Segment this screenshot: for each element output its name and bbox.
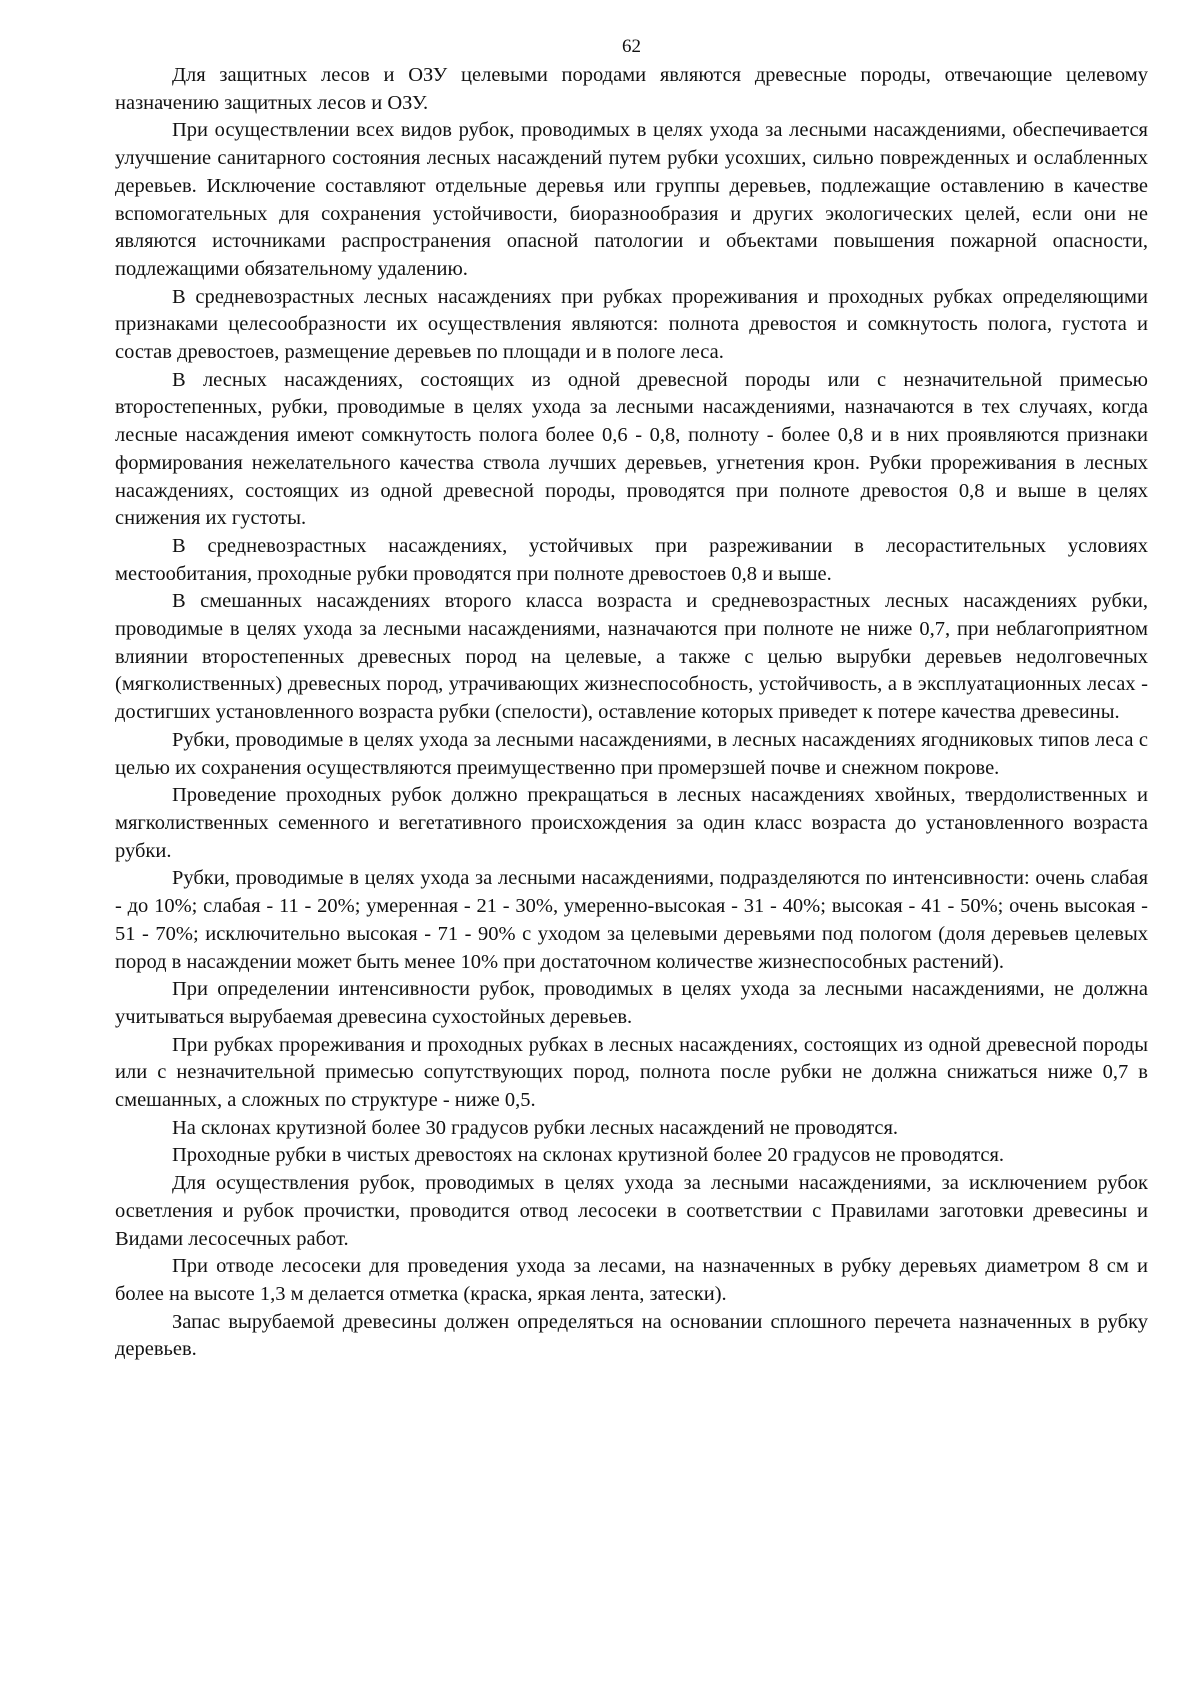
paragraph: В средневозрастных насаждениях, устойчивых при разреживании в лесорастительных условиях местообитания, проходные рубки проводятся при полноте древостоев 0,8 и выше. (115, 534, 1148, 585)
paragraph: Рубки, проводимые в целях ухода за лесными насаждениями, в лесных насаждениях ягодниковых типов леса с целью их сохранения осуществляются преимущественно при промерзшей почве и снежном покрове. (115, 728, 1148, 779)
page-number: 62 (622, 36, 641, 57)
document-page (115, 36, 1148, 1364)
paragraph: В средневозрастных лесных насаждениях при рубках прореживания и проходных рубках определяющими признаками целесообразности их осуществления являются: полнота древостоя и сомкнутость полога, густота и состав древостоев, размещение деревьев по площади и в пологе леса. (115, 285, 1148, 364)
paragraph: При отводе лесосеки для проведения ухода за лесами, на назначенных в рубку деревьях диаметром 8 см и более на высоте 1,3 м делается отметка (краска, яркая лента, затески). (115, 1255, 1148, 1305)
paragraph: Проведение проходных рубок должно прекращаться в лесных насаждениях хвойных, твердолиственных и мягколиственных семенного и вегетативного происхождения за один класс возраста до установленного возраста рубки. (115, 784, 1148, 862)
paragraph: Для защитных лесов и ОЗУ целевыми породами являются древесные породы, отвечающие целевому назначению защитных лесов и ОЗУ. (115, 64, 1148, 114)
paragraph: При рубках прореживания и проходных рубках в лесных насаждениях, состоящих из одной древесной породы или с незначительной примесью сопутствующих пород, полнота после рубки не должна снижаться ниже 0,7 в смешанных, а сложных по структуре - ниже 0,5. (115, 1033, 1148, 1112)
paragraph: При определении интенсивности рубок, проводимых в целях ухода за лесными насаждениями, не должна учитываться вырубаемая древесина сухостойных деревьев. (115, 978, 1148, 1028)
paragraph: Рубки, проводимые в целях ухода за лесными насаждениями, подразделяются по интенсивности: очень слабая - до 10%; слабая - 11 - 20%; умеренная - 21 - 30%, умеренно-высокая - 31 - 40%; высокая - 41 - 50%; очень высокая - 51 - 70%; исключительно высокая - 71 - 90% с уходом за целевыми деревьями под пологом (доля деревьев целевых пород в насаждении может быть менее 10% при достаточном количестве жизнеспособных растений). (115, 867, 1148, 973)
paragraph: При осуществлении всех видов рубок, проводимых в целях ухода за лесными насаждениями, обеспечивается улучшение санитарного состояния лесных насаждений путем рубки усохших, сильно поврежденных и ослабленных деревьев. Исключение составляют отдельные деревья или группы деревьев, подлежащие оставлению в качестве вспомогательных для сохранения устойчивости, биоразнообразия и других экологических целей, если они не являются источниками распространения опасной патологии и объектами повышения пожарной опасности, подлежащими обязательному удалению. (115, 119, 1148, 280)
paragraph: Запас вырубаемой древесины должен определяться на основании сплошного перечета назначенных в рубку деревьев. (115, 1310, 1148, 1361)
paragraph: В смешанных насаждениях второго класса возраста и средневозрастных лесных насаждениях рубки, проводимые в целях ухода за лесными насаждениями, назначаются при полноте не ниже 0,7, при неблагоприятном влиянии второстепенных древесных пород на целевые, а также с целью вырубки деревьев недолговечных (мягколиственных) древесных пород, утрачивающих жизнеспособность, устойчивость, а в эксплуатационных лесах - достигших установленного возраста рубки (спелости), оставление которых приведет к потере качества древесины. (115, 590, 1148, 724)
paragraph: Проходные рубки в чистых древостоях на склонах крутизной более 20 градусов не проводятся. (172, 1144, 1005, 1167)
paragraph: На склонах крутизной более 30 градусов рубки лесных насаждений не проводятся. (172, 1116, 899, 1139)
paragraph: Для осуществления рубок, проводимых в целях ухода за лесными насаждениями, за исключением рубок осветления и рубок прочистки, проводится отвод лесосеки в соответствии с Правилами заготовки древесины и Видами лесосечных работ. (115, 1172, 1148, 1250)
paragraph: В лесных насаждениях, состоящих из одной древесной породы или с незначительной примесью второстепенных, рубки, проводимые в целях ухода за лесными насаждениями, назначаются в тех случаях, когда лесные насаждения имеют сомкнутость полога более 0,6 - 0,8, полноту - более 0,8 и в них проявляются признаки формирования нежелательного качества ствола лучших деревьев, угнетения крон. Рубки прореживания в лесных насаждениях, состоящих из одной древесной породы, проводятся при полноте древостоя 0,8 и выше в целях снижения их густоты. (115, 368, 1148, 530)
